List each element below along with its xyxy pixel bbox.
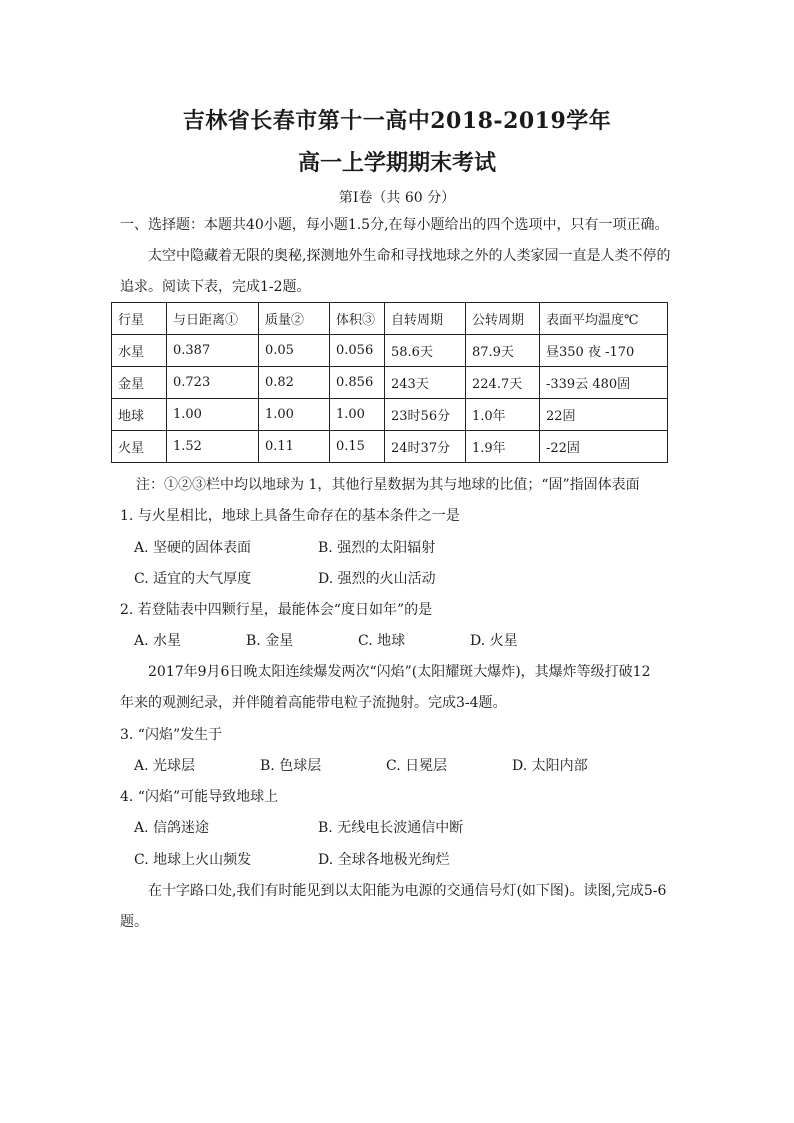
passage-1-line-1: 太空中隐藏着无限的奥秘,探测地外生命和寻找地球之外的人类家园一直是人类不停的 <box>148 248 671 264</box>
table-header-cell: 质量② <box>259 303 330 335</box>
question-2-option-a: A. 水星 <box>134 633 182 649</box>
passage-2-line-1: 2017年9月6日晚太阳连续爆发两次“闪焰”(太阳耀斑大爆炸)，其爆炸等级打破12 <box>148 664 651 680</box>
table-cell: 1.00 <box>259 399 330 431</box>
table-cell: 0.82 <box>259 367 330 399</box>
table-cell: -339云 480固 <box>540 367 668 399</box>
table-cell: 1.0年 <box>466 399 540 431</box>
question-1-option-b: B. 强烈的太阳辐射 <box>318 540 436 556</box>
table-row <box>112 367 668 399</box>
table-cell: 0.723 <box>167 367 259 399</box>
table-cell: -22固 <box>540 431 668 463</box>
question-1-option-c: C. 适宜的大气厚度 <box>134 571 252 587</box>
question-2-option-b: B. 金星 <box>246 633 294 649</box>
question-2-option-d: D. 火星 <box>470 633 518 649</box>
exam-subtitle: 高一上学期期末考试 <box>297 150 496 176</box>
planet-data-table <box>111 302 668 463</box>
table-note: 注：①②③栏中均以地球为 1，其他行星数据为其与地球的比值；“固”指固体表面 <box>136 477 640 493</box>
question-4-option-a: A. 信鸽迷途 <box>134 820 210 836</box>
question-3-option-a: A. 光球层 <box>134 758 196 774</box>
exam-title: 吉林省长春市第十一高中2018-2019学年 <box>182 108 612 134</box>
table-header-cell: 与日距离① <box>167 303 259 335</box>
instructions: 一、选择题：本题共40小题，每小题1.5分,在每小题给出的四个选项中，只有一项正确。 <box>120 217 669 233</box>
question-2-stem: 2. 若登陆表中四颗行星，最能体会“度日如年”的是 <box>120 602 433 618</box>
section-title: 第Ⅰ卷（共 60 分） <box>338 190 456 206</box>
table-cell: 0.856 <box>330 367 385 399</box>
question-1-stem: 1. 与火星相比，地球上具备生命存在的基本条件之一是 <box>120 508 460 524</box>
table-header-cell: 公转周期 <box>466 303 540 335</box>
table-cell: 0.056 <box>330 335 385 367</box>
table-cell: 昼350 夜 -170 <box>540 335 668 367</box>
table-row <box>112 399 668 431</box>
table-cell: 火星 <box>112 431 167 463</box>
question-4-stem: 4. “闪焰”可能导致地球上 <box>120 789 279 805</box>
table-cell: 0.05 <box>259 335 330 367</box>
table-cell: 0.15 <box>330 431 385 463</box>
table-row <box>112 335 668 367</box>
table-cell: 1.9年 <box>466 431 540 463</box>
passage-3-line-2: 题。 <box>120 914 148 930</box>
table-row <box>112 431 668 463</box>
table-cell: 0.11 <box>259 431 330 463</box>
table-cell: 地球 <box>112 399 167 431</box>
question-2-option-c: C. 地球 <box>358 633 406 649</box>
table-cell: 0.387 <box>167 335 259 367</box>
passage-3-line-1: 在十字路口处,我们有时能见到以太阳能为电源的交通信号灯(如下图)。读图,完成5-6 <box>148 883 667 899</box>
question-1-option-a: A. 坚硬的固体表面 <box>134 540 252 556</box>
passage-2-line-2: 年来的观测纪录，并伴随着高能带电粒子流抛射。完成3-4题。 <box>120 695 507 711</box>
table-cell: 水星 <box>112 335 167 367</box>
question-4-option-d: D. 全球各地极光绚烂 <box>318 852 450 868</box>
table-cell: 24时37分 <box>385 431 466 463</box>
table-cell: 22固 <box>540 399 668 431</box>
question-1-option-d: D. 强烈的火山活动 <box>318 571 436 587</box>
table-cell: 224.7天 <box>466 367 540 399</box>
table-cell: 1.00 <box>330 399 385 431</box>
table-cell: 87.9天 <box>466 335 540 367</box>
table-header-cell: 体积③ <box>330 303 385 335</box>
passage-1-line-2: 追求。阅读下表，完成1-2题。 <box>120 279 311 295</box>
table-header-cell: 自转周期 <box>385 303 466 335</box>
table-cell: 1.00 <box>167 399 259 431</box>
question-4-option-c: C. 地球上火山频发 <box>134 852 252 868</box>
table-header-cell: 行星 <box>112 303 167 335</box>
question-3-option-d: D. 太阳内部 <box>512 758 588 774</box>
table-header-row <box>112 303 668 335</box>
table-cell: 243天 <box>385 367 466 399</box>
table-cell: 1.52 <box>167 431 259 463</box>
table-header-cell: 表面平均温度℃ <box>540 303 668 335</box>
table-cell: 58.6天 <box>385 335 466 367</box>
question-4-option-b: B. 无线电长波通信中断 <box>318 820 464 836</box>
question-3-option-b: B. 色球层 <box>260 758 322 774</box>
question-3-stem: 3. “闪焰”发生于 <box>120 727 223 743</box>
table-cell: 23时56分 <box>385 399 466 431</box>
table-cell: 金星 <box>112 367 167 399</box>
question-3-option-c: C. 日冕层 <box>386 758 448 774</box>
